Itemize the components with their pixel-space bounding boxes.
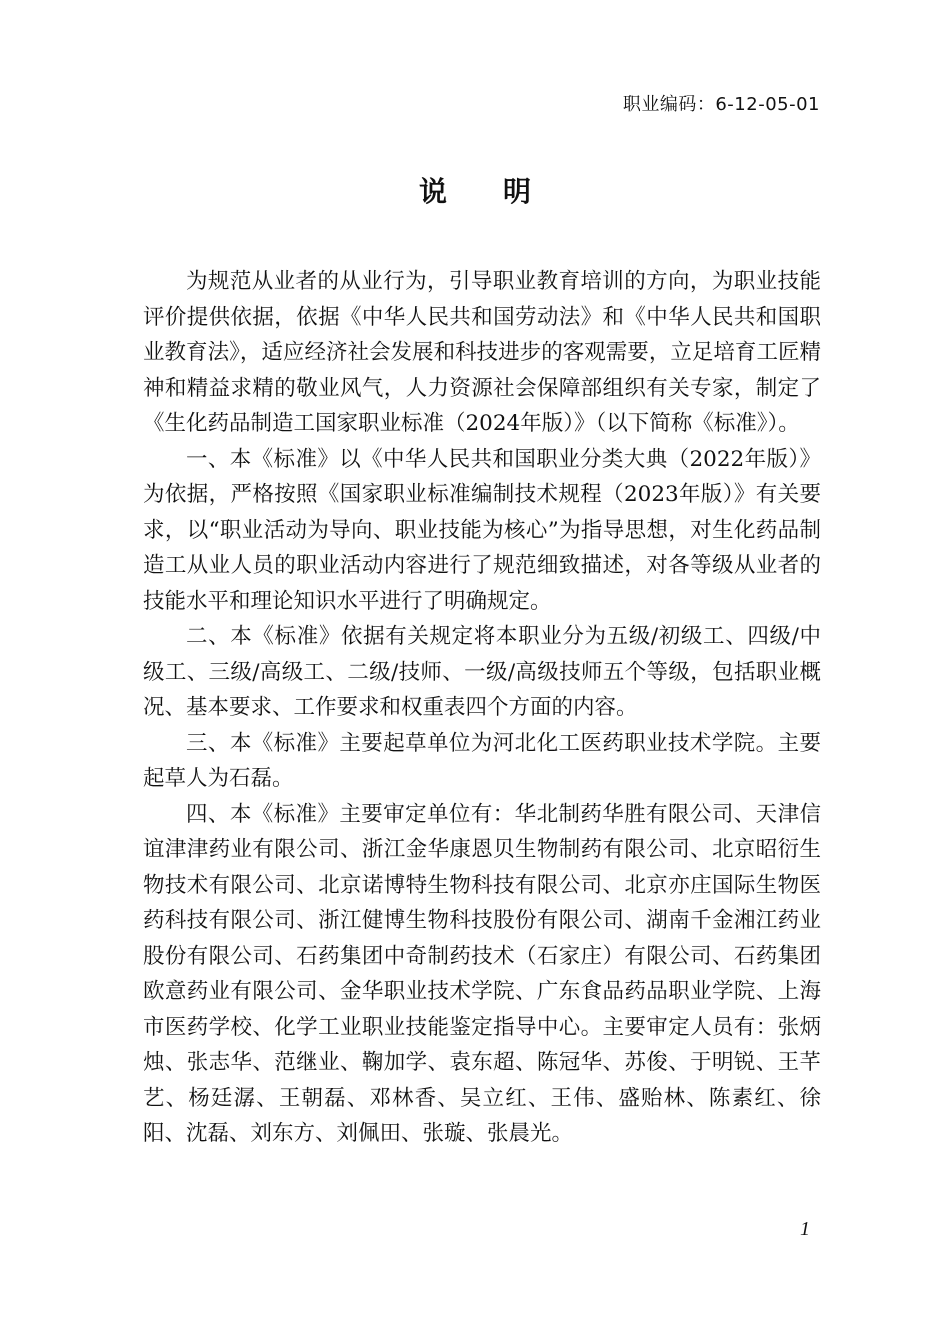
page-title: 说明 <box>418 175 587 208</box>
page-number: 1 <box>800 1218 810 1240</box>
section-one-paragraph: 一、本《标准》以《中华人民共和国职业分类大典（2022年版）》为依据，严格按照《国家职业标准编制技术规程（2023年版）》有关要求，以“职业活动为导向、职业技能为核心”为指导思想，对生化药品制造工从业人员的职业活动内容进行了规范细致描述，对各等级从业者的技能水平和理论知识水平进行了明确规定。 <box>143 446 821 614</box>
section-four-paragraph: 四、本《标准》主要审定单位有：华北制药华胜有限公司、天津信谊津津药业有限公司、浙江金华康恩贝生物制药有限公司、北京昭衍生物技术有限公司、北京诺博特生物科技有限公司、北京亦庄国际生物医药科技有限公司、浙江健博生物科技股份有限公司、湖南千金湘江药业股份有限公司、石药集团中奇制药技术（石家庄）有限公司、石药集团欧意药业有限公司、金华职业技术学院、广东食品药品职业学院、上海市医药学校、化学工业职业技能鉴定指导中心。主要审定人员有：张炳烛、张志华、范继业、鞠加学、袁东超、陈冠华、苏俊、于明锐、王芊艺、杨廷潺、王朝磊、邓林香、吴立红、王伟、盛贻林、陈素红、徐阳、沈磊、刘东方、刘佩田、张璇、张晨光。 <box>143 801 821 1146</box>
intro-paragraph: 为规范从业者的从业行为，引导职业教育培训的方向，为职业技能评价提供依据，依据《中华人民共和国劳动法》和《中华人民共和国职业教育法》，适应经济社会发展和科技进步的客观需要，立足培育工匠精神和精益求精的敬业风气，人力资源社会保障部组织有关专家，制定了《生化药品制造工国家职业标准（2024年版）》（以下简称《标准》）。 <box>143 269 821 436</box>
section-three-paragraph: 三、本《标准》主要起草单位为河北化工医药职业技术学院。主要起草人为石磊。 <box>143 730 821 791</box>
document-body <box>143 264 821 1152</box>
occupation-code: 职业编码：6-12-05-01 <box>622 94 820 115</box>
section-two-paragraph: 二、本《标准》依据有关规定将本职业分为五级/初级工、四级/中级工、三级/高级工、二级/技师、一级/高级技师五个等级，包括职业概况、基本要求、工作要求和权重表四个方面的内容。 <box>143 624 821 720</box>
